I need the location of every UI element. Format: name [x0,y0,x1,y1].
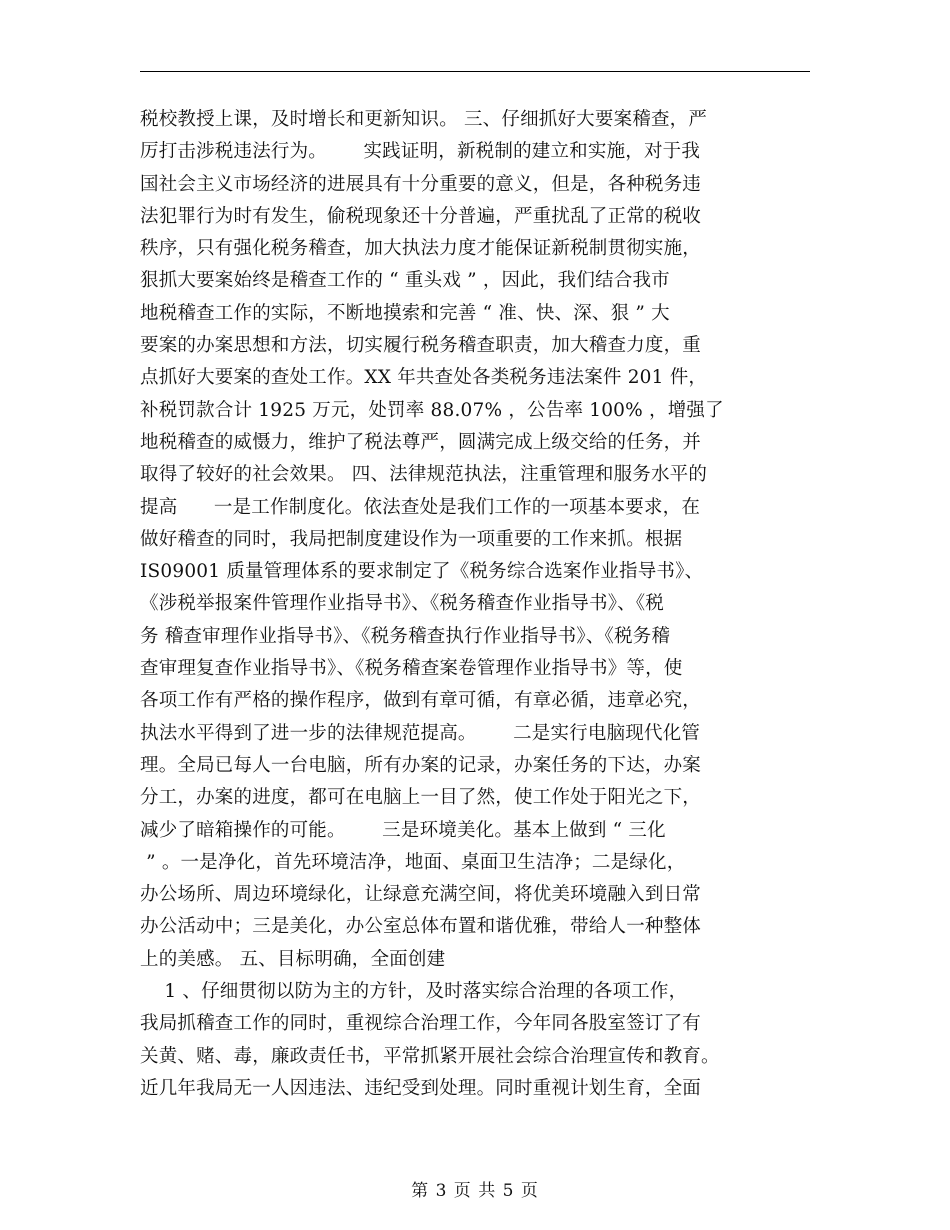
text-line: 补税罚款合计 1925 万元，处罚率 88.07% ，公告率 100% ，增强了 [140,399,724,421]
text-line: 取得了较好的社会效果。 四、法律规范执法，注重管理和服务水平的 [140,464,708,486]
text-line: 地税稽查的威慑力，维护了税法尊严，圆满完成上级交给的任务，并 [140,431,702,453]
text-line: 各项工作有严格的操作程序，做到有章可循，有章必循，违章必究， [140,690,702,712]
text-line: 办公场所、周边环境绿化，让绿意充满空间，将优美环境融入到日常 [140,884,702,906]
text-line: 务 稽查审理作业指导书》、《税务稽查执行作业指导书》、《税务稽 [140,625,671,647]
text-line: 法犯罪行为时有发生，偷税现象还十分普遍，严重扰乱了正常的税收 [140,205,702,227]
text-line: 税校教授上课，及时增长和更新知识。 三、仔细抓好大要案稽查，严 [140,109,708,130]
text-line: 减少了暗箱操作的可能。 三是环境美化。基本上做到 “ 三化 [140,819,666,841]
text-line: 近几年我局无一人因违法、违纪受到处理。同时重视计划生育，全面 [140,1077,702,1099]
header-rule [140,71,810,72]
text-line: 1 、仔细贯彻以防为主的方针，及时落实综合治理的各项工作， [140,981,688,1003]
text-line: 分工，办案的进度，都可在电脑上一目了然，使工作处于阳光之下， [140,787,702,809]
text-line: 做好稽查的同时，我局把制度建设作为一项重要的工作来抓。根据 [140,528,683,550]
text-line: 狠抓大要案始终是稽查工作的 “ 重头戏 ” ，因此，我们结合我市 [140,270,670,292]
text-line: 厉打击涉税违法行为。 实践证明，新税制的建立和实施，对于我 [140,141,701,163]
text-line: 秩序，只有强化税务稽查，加大执法力度才能保证新税制贯彻实施， [140,238,702,260]
text-line: 执法水平得到了进一步的法律规范提高。 二是实行电脑现代化管 [140,722,701,744]
text-line: 上的美感。 五、目标明确，全面创建 [140,948,446,970]
page-number-footer: 第 3 页 共 5 页 [411,1181,539,1201]
body-text [140,104,820,1105]
text-line: 查审理复查作业指导书》、《税务稽查案卷管理作业指导书》等，使 [140,658,683,680]
text-line: 点抓好大要案的查处工作。XX 年共查处各类税务违法案件 201 件， [140,367,708,389]
text-line: IS09001 质量管理体系的要求制定了《税务综合选案作业指导书》、 [140,561,704,583]
text-line: 国社会主义市场经济的进展具有十分重要的意义，但是，各种税务违 [140,173,702,195]
text-line: 办公活动中；三是美化，办公室总体布置和谐优雅，带给人一种整体 [140,916,702,938]
text-line: ” 。一是净化，首先环境洁净，地面、桌面卫生洁净；二是绿化， [140,851,686,873]
text-line: 地税稽查工作的实际，不断地摸索和完善 “ 准、快、深、狠 ” 大 [140,302,670,324]
text-line: 《涉税举报案件管理作业指导书》、《税务稽查作业指导书》、《税 [140,593,665,615]
text-line: 关黄、赌、毒，廉政责任书，平常抓紧开展社会综合治理宣传和教育。 [140,1045,720,1067]
text-line: 提高 一是工作制度化。依法查处是我们工作的一项基本要求，在 [140,496,701,518]
text-line: 要案的办案思想和方法，切实履行税务稽查职责，加大稽查力度，重 [140,335,702,357]
text-line: 理。全局已每人一台电脑，所有办案的记录，办案任务的下达，办案 [140,754,702,776]
text-line: 我局抓稽查工作的同时，重视综合治理工作，今年同各股室签订了有 [140,1013,702,1035]
